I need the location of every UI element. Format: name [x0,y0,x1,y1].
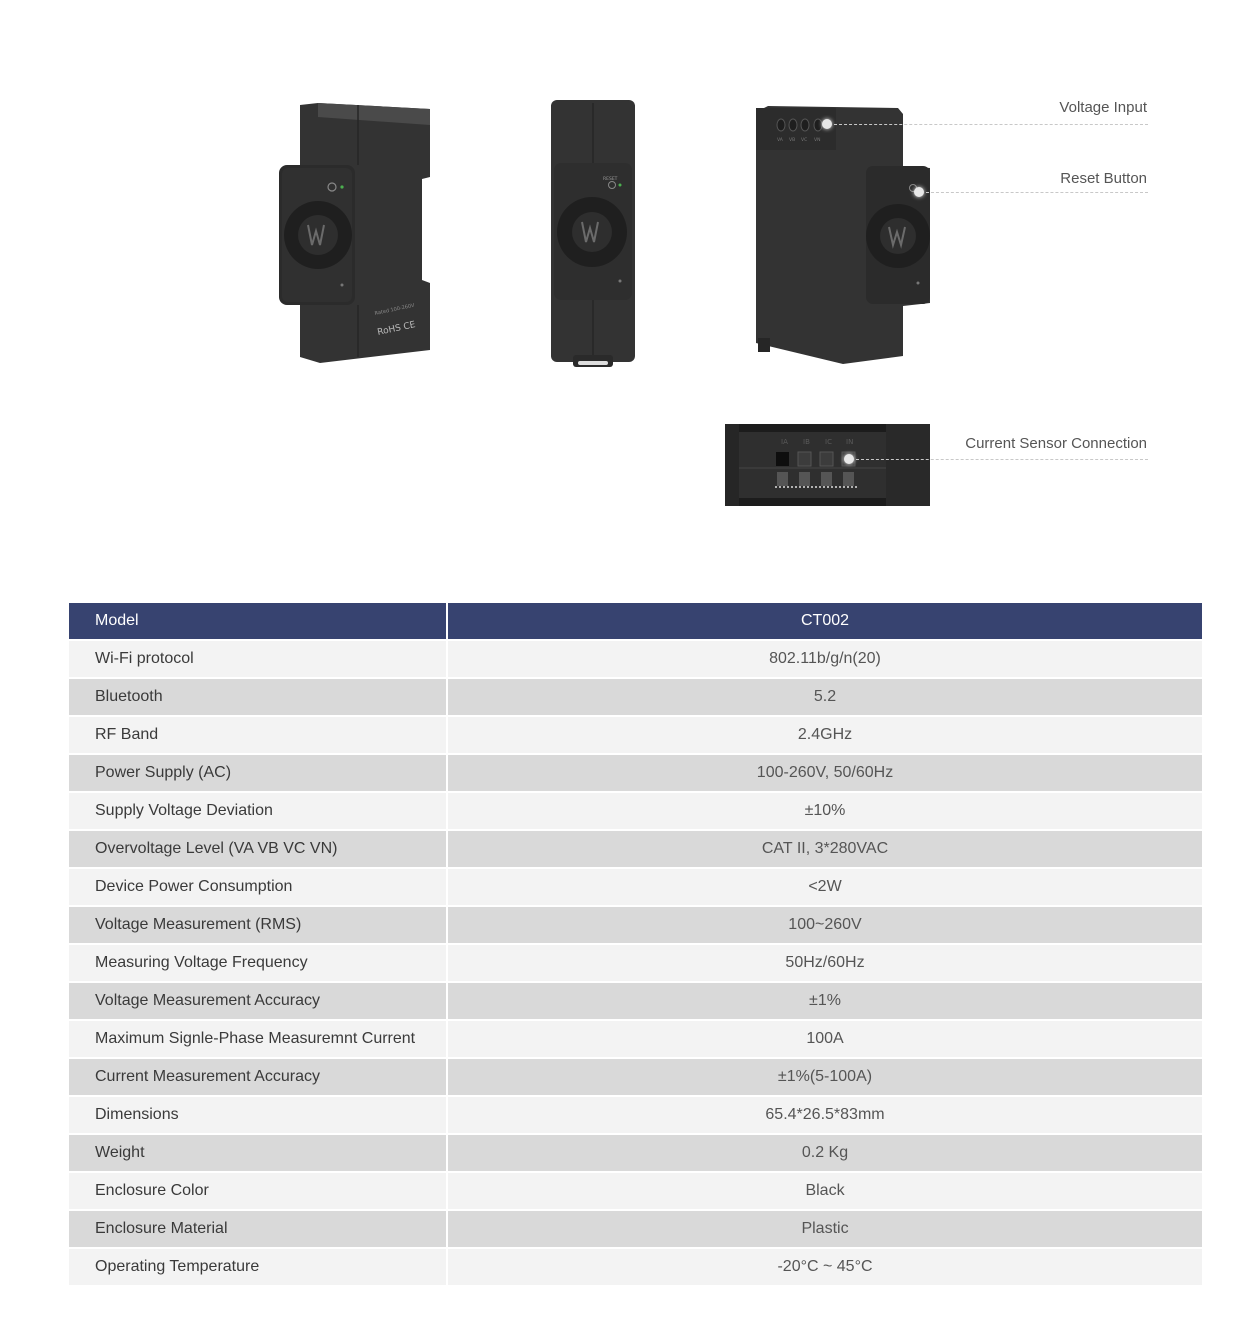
svg-text:VB: VB [789,138,796,143]
table-header-row [69,603,1202,639]
table-row [69,907,1202,943]
svg-text:VA: VA [777,138,783,143]
spec-value: -20°C ~ 45°C [448,1249,1202,1285]
device-front-angled-image [270,95,440,370]
spec-label: Weight [69,1135,446,1171]
product-images [0,0,1253,560]
spec-label: Device Power Consumption [69,869,446,905]
table-row [69,679,1202,715]
voltage-input-leader-line [834,124,1148,125]
svg-text:Rated 100-260V: Rated 100-260V [374,302,416,317]
spec-value: 802.11b/g/n(20) [448,641,1202,677]
spec-value: 50Hz/60Hz [448,945,1202,981]
spec-value: 2.4GHz [448,717,1202,753]
table-body [69,641,1202,1285]
svg-text:IA: IA [781,438,788,446]
specifications-table [69,603,1202,1287]
spec-label: Voltage Measurement Accuracy [69,983,446,1019]
table-row [69,869,1202,905]
svg-text:RoHS CE: RoHS CE [376,320,417,338]
table-row [69,641,1202,677]
table-row [69,1249,1202,1285]
table-row [69,1097,1202,1133]
table-row [69,831,1202,867]
spec-value: <2W [448,869,1202,905]
svg-text:RESET: RESET [603,177,618,182]
spec-label: Enclosure Color [69,1173,446,1209]
table-row [69,717,1202,753]
spec-value: Black [448,1173,1202,1209]
device-bottom-image [724,422,934,510]
table-row [69,1211,1202,1247]
spec-value: ±1%(5-100A) [448,1059,1202,1095]
header-label: Model [69,603,446,639]
spec-value: 5.2 [448,679,1202,715]
spec-value: 65.4*26.5*83mm [448,1097,1202,1133]
spec-label: Maximum Signle-Phase Measuremnt Current [69,1021,446,1057]
svg-text:VC: VC [801,138,808,143]
reset-button-label: Reset Button [1060,170,1147,187]
spec-label: Measuring Voltage Frequency [69,945,446,981]
spec-value: ±10% [448,793,1202,829]
spec-label: Operating Temperature [69,1249,446,1285]
spec-value: 100-260V, 50/60Hz [448,755,1202,791]
table-row [69,1021,1202,1057]
svg-text:IB: IB [803,438,810,446]
spec-label: RF Band [69,717,446,753]
table-row [69,1059,1202,1095]
spec-label: Power Supply (AC) [69,755,446,791]
spec-label: Supply Voltage Deviation [69,793,446,829]
voltage-input-marker [822,119,832,129]
spec-label: Current Measurement Accuracy [69,1059,446,1095]
reset-button-leader-line [926,192,1148,193]
device-side-image [748,98,938,368]
spec-value: ±1% [448,983,1202,1019]
spec-label: Dimensions [69,1097,446,1133]
spec-label: Bluetooth [69,679,446,715]
table-row [69,755,1202,791]
reset-button-marker [914,187,924,197]
spec-value: 0.2 Kg [448,1135,1202,1171]
svg-text:IN: IN [846,438,854,446]
spec-label: Wi-Fi protocol [69,641,446,677]
spec-label: Enclosure Material [69,1211,446,1247]
svg-text:VN: VN [814,138,821,143]
spec-value: CAT II, 3*280VAC [448,831,1202,867]
spec-value: 100~260V [448,907,1202,943]
current-sensor-marker [844,454,854,464]
svg-text:IC: IC [825,438,832,446]
table-row [69,945,1202,981]
current-sensor-label: Current Sensor Connection [965,435,1147,452]
table-row [69,793,1202,829]
spec-value: Plastic [448,1211,1202,1247]
header-value: CT002 [448,603,1202,639]
voltage-input-label: Voltage Input [1059,99,1147,116]
table-row [69,1173,1202,1209]
device-front-image [545,95,645,375]
spec-value: 100A [448,1021,1202,1057]
spec-label: Voltage Measurement (RMS) [69,907,446,943]
current-sensor-leader-line [856,459,1148,460]
table-row [69,1135,1202,1171]
table-row [69,983,1202,1019]
spec-label: Overvoltage Level (VA VB VC VN) [69,831,446,867]
